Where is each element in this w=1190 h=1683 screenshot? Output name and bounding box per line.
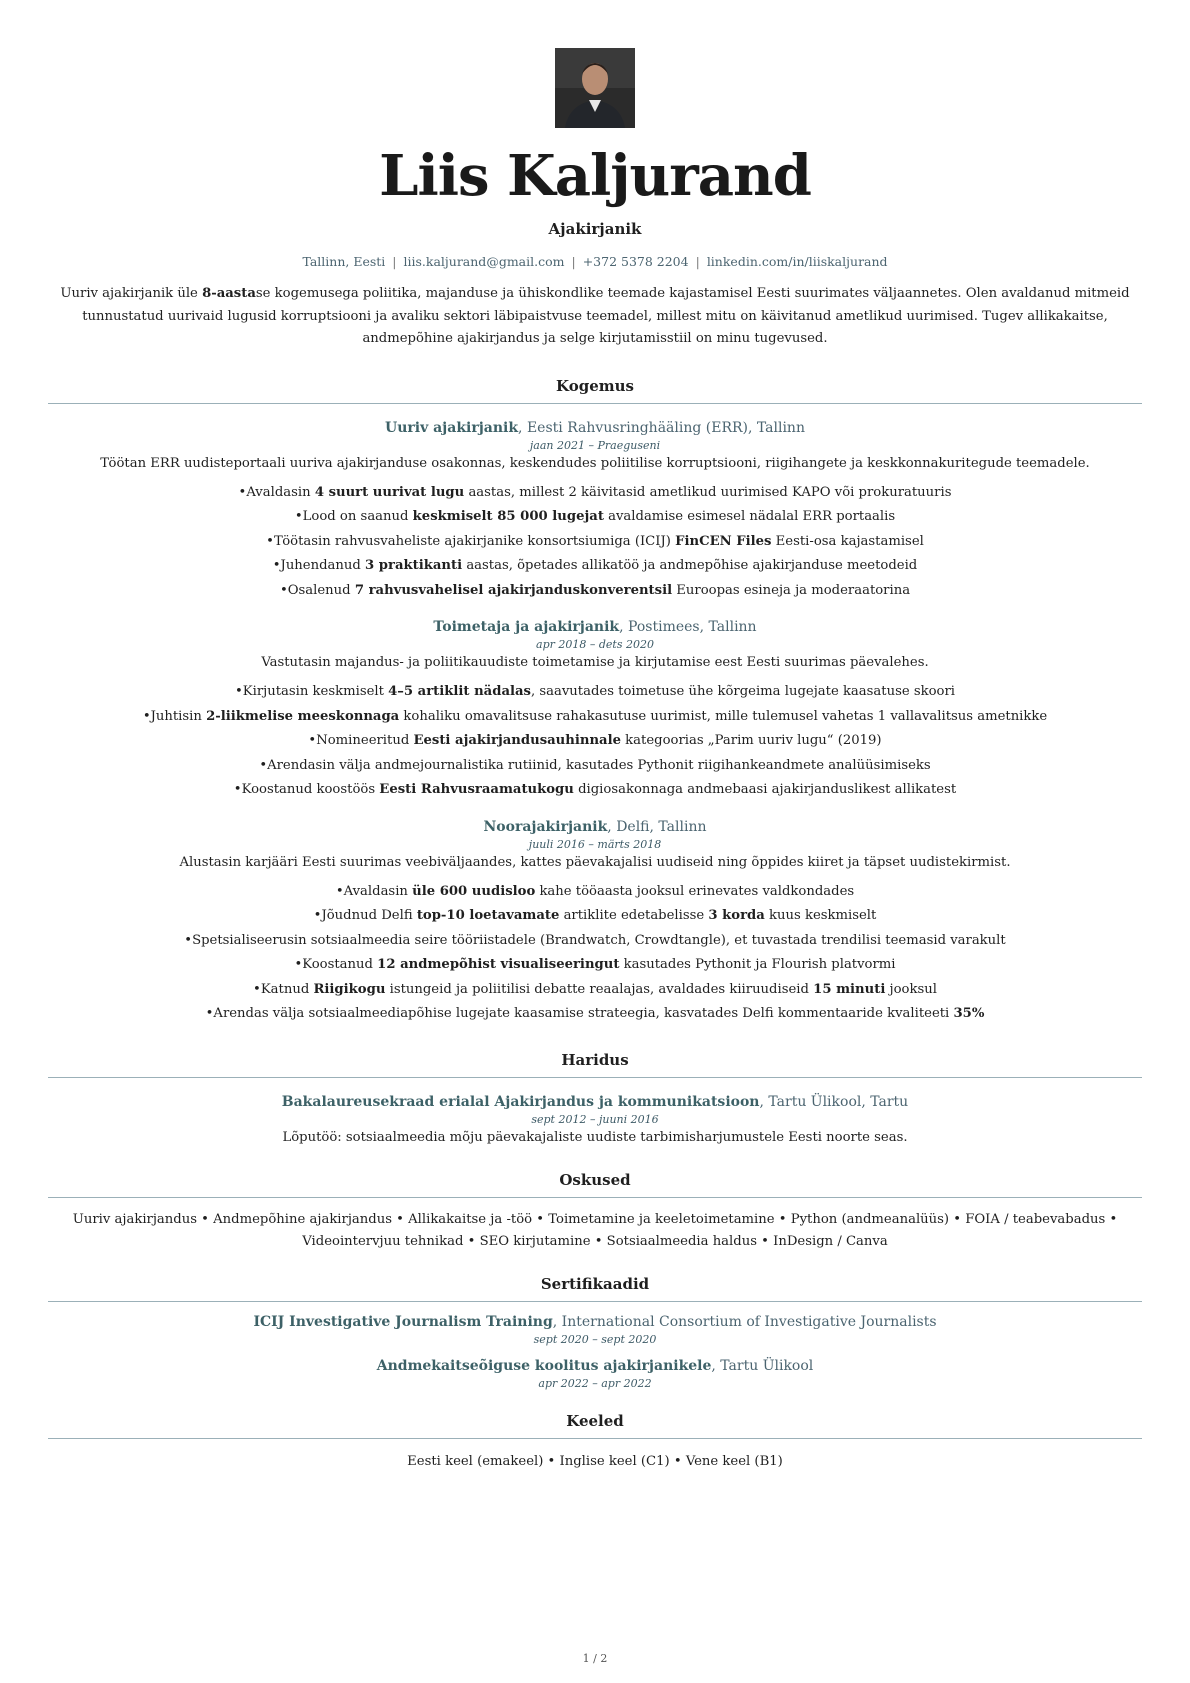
languages-list: Eesti keel (emakeel) • Inglise keel (C1) • Vene keel (B1) [407,1453,783,1469]
job-dates: jaan 2021 – Praeguseni [529,438,661,452]
section-languages-heading: Keeled [48,1412,1142,1439]
person-icon [555,48,635,128]
achievement-item: • Nomineeritud Eesti ajakirjandusauhinnale kategoorias „Parim uuriv lugu“ (2019) [48,729,1142,754]
job-role: Uuriv ajakirjanik [385,419,519,436]
achievement-item: • Kirjutasin keskmiselt 4–5 artiklit nädalas, saavutades toimetuse ühe kõrgeima lugejate kaasatuse skoori [48,680,1142,705]
contact-location: Tallinn, Eesti [302,254,386,269]
achievement-item: • Arendasin välja andmejournalistika rutiinid, kasutades Pythonit riigihankeandmete analüüsimiseks [48,754,1142,779]
contact-phone[interactable]: +372 5378 2204 [582,254,689,269]
certificate-name: Andmekaitseõiguse koolitus ajakirjanikele [376,1357,712,1374]
achievement-item: • Koostanud koostöös Eesti Rahvusraamatukogu digiosakonnaga andmebaasi ajakirjanduslikest allikatest [48,778,1142,803]
job-achievements [48,680,1142,803]
job-organization: , Delfi, Tallinn [607,818,707,835]
achievement-item: • Lood on saanud keskmiselt 85 000 lugejat avaldamise esimesel nädalal ERR portaalis [48,505,1142,530]
certificate-entry [48,1314,1142,1346]
education-entry [48,1094,1142,1145]
job-description: Töötan ERR uudisteportaali uuriva ajakirjanduse osakonnas, keskendudes poliitilise korruptsiooni, riigihangete ja keskkonnakuritegude teemadele. [100,455,1090,471]
skills-list: Uuriv ajakirjandus • Andmepõhine ajakirjandus • Allikakaitse ja -töö • Toimetamine ja keeletoimetamine • Python (andmeanalüüs) • FOIA / teabevabadus • Videointervjuu tehnikad • SEO kirjutamine • Sotsiaalmeedia haldus • InDesign / Canva [72,1211,1118,1249]
job-achievements [48,481,1142,604]
achievement-item: • Katnud Riigikogu istungeid ja poliitilisi debatte reaalajas, avaldades kiiruudiseid 15 minuti jooksul [48,978,1142,1003]
job-dates: apr 2018 – dets 2020 [536,638,654,651]
achievement-item: • Avaldasin üle 600 uudisloo kahe tööaasta jooksul erinevates valdkondades [48,880,1142,905]
candidate-name: Liis Kaljurand [379,143,811,209]
job-role: Toimetaja ja ajakirjanik [433,619,620,635]
degree: Bakalaureusekraad erialal Ajakirjandus ja kommunikatsioon [281,1093,760,1110]
certificate-dates: apr 2022 – apr 2022 [538,1376,652,1390]
certificate-dates: sept 2020 – sept 2020 [533,1332,657,1346]
section-education-heading: Haridus [48,1051,1142,1078]
summary: Uuriv ajakirjanik üle 8-aastase kogemusega poliitika, majanduse ja ühiskondlike teemade kajastamisel Eesti suurimates väljaannetes. Olen avaldanud mitmeid tunnustatud uurivaid lugusid korruptsiooni ja avaliku sektori läbipaistvuse teemadel, millest mitu on käivitanud ametlikud uurimised. Tugev allikakaitse, andmepõhine ajakirjandus ja selge kirjutamisstiil on minu tugevused. [60,286,1130,346]
page-number: 1 / 2 [582,1652,608,1665]
school: , Tartu Ülikool, Tartu [759,1093,909,1110]
section-certificates-heading: Sertifikaadid [48,1275,1142,1302]
experience-list [48,420,1142,1027]
contact-email[interactable]: liis.kaljurand@gmail.com [403,254,565,269]
section-experience-heading: Kogemus [48,377,1142,404]
experience-entry [48,420,1142,604]
contact-linkedin[interactable]: linkedin.com/in/liiskaljurand [706,254,888,269]
profile-photo [555,48,635,128]
achievement-item: • Avaldasin 4 suurt uurivat lugu aastas, millest 2 käivitasid ametlikud uurimised KAPO või prokuratuuris [48,481,1142,506]
job-achievements [48,880,1142,1027]
achievement-item: • Jõudnud Delfi top-10 loetavamate artiklite edetabelisse 3 korda kuus keskmiselt [48,904,1142,929]
job-title: Ajakirjanik [548,220,642,238]
education-dates: sept 2012 – juuni 2016 [531,1112,659,1126]
certificate-issuer: , Tartu Ülikool [711,1357,814,1374]
achievement-item: • Koostanud 12 andmepõhist visualiseeringut kasutades Pythonit ja Flourish platvormi [48,953,1142,978]
education-thesis: Lõputöö: sotsiaalmeedia mõju päevakajaliste uudiste tarbimisharjumustele Eesti noorte seas. [282,1129,908,1145]
achievement-item: • Arendas välja sotsiaalmeediapõhise lugejate kaasamise strateegia, kasvatades Delfi kommentaaride kvaliteeti 35% [48,1002,1142,1027]
experience-entry [48,819,1142,1027]
job-description: Alustasin karjääri Eesti suurimas veebiväljaandes, kattes päevakajalisi uudiseid ning õppides kiiret ja täpset uudistekirmist. [179,854,1011,870]
job-description: Vastutasin majandus- ja poliitikauudiste toimetamise ja kirjutamise eest Eesti suurimas päevalehes. [261,655,929,670]
certificate-name: ICIJ Investigative Journalism Training [253,1313,553,1330]
certificate-issuer: , International Consortium of Investigative Journalists [552,1313,937,1330]
experience-entry [48,619,1142,803]
achievement-item: • Osalenud 7 rahvusvahelisel ajakirjanduskonverentsil Euroopas esineja ja moderaatorina [48,579,1142,604]
resume-page [48,0,1142,1473]
job-dates: juuli 2016 – märts 2018 [528,837,662,851]
contact-line: Tallinn, Eesti | liis.kaljurand@gmail.com | +372 5378 2204 | linkedin.com/in/liiskaljurand [302,254,888,269]
job-role: Noorajakirjanik [483,818,608,835]
job-organization: , Eesti Rahvusringhääling (ERR), Tallinn [518,419,805,436]
achievement-item: • Spetsialiseerusin sotsiaalmeedia seire tööriistadele (Brandwatch, Crowdtangle), et tuvastada trendilisi teemasid varakult [48,929,1142,954]
certificate-entry [48,1358,1142,1390]
achievement-item: • Töötasin rahvusvaheliste ajakirjanike konsortsiumiga (ICIJ) FinCEN Files Eesti-osa kajastamisel [48,530,1142,555]
achievement-item: • Juhendanud 3 praktikanti aastas, õpetades allikatöö ja andmepõhise ajakirjanduse meetodeid [48,554,1142,579]
section-skills-heading: Oskused [48,1171,1142,1198]
achievement-item: • Juhtisin 2-liikmelise meeskonnaga kohaliku omavalitsuse rahakasutuse uurimist, mille tulemusel vahetas 1 vallavalitsus ametnikke [48,705,1142,730]
job-organization: , Postimees, Tallinn [619,619,757,635]
